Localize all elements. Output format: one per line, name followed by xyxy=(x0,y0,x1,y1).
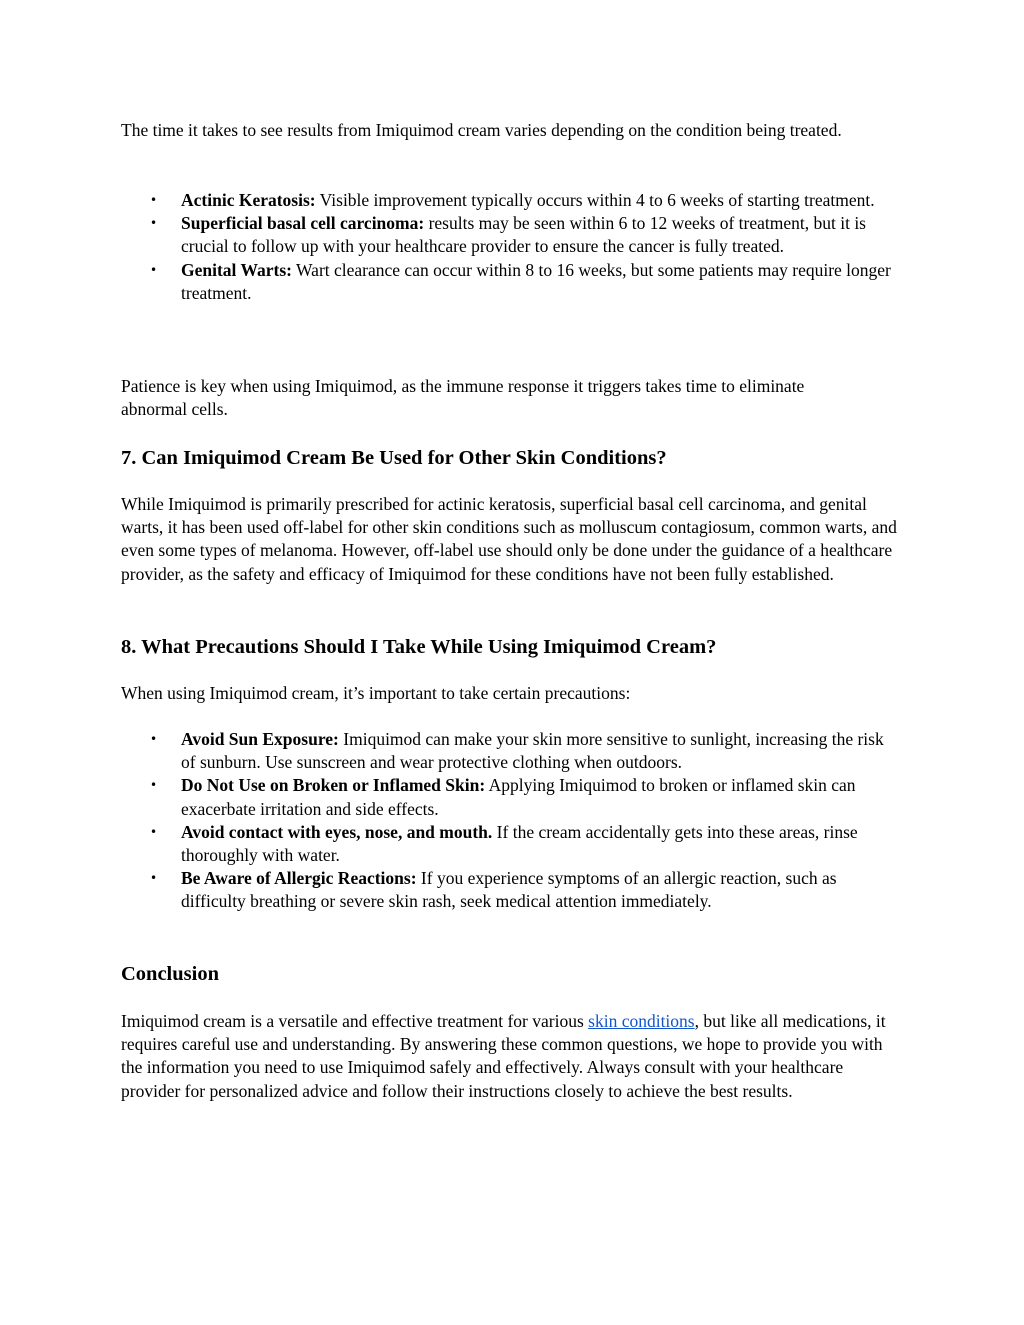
section-8-intro: When using Imiquimod cream, it’s important to take certain precautions: xyxy=(121,683,631,703)
list-item-text: Wart clearance can occur within 8 to 16 weeks, but some patients may require longer treatment. xyxy=(181,259,891,303)
bullet-icon: • xyxy=(150,732,158,746)
skin-conditions-link[interactable]: skin conditions xyxy=(588,1011,695,1031)
bullet-icon: • xyxy=(150,871,158,886)
list-item-term: Do Not Use on Broken or Inflamed Skin: xyxy=(181,775,486,796)
bullet-icon: • xyxy=(150,262,158,277)
list-item xyxy=(121,189,901,212)
list-item-term: Avoid contact with eyes, nose, and mouth. xyxy=(181,821,493,842)
list-item-term: Avoid Sun Exposure: xyxy=(181,729,339,749)
intro-paragraph: The time it takes to see results from Imiquimod cream varies depending on the condition being treated. xyxy=(121,120,842,140)
list-item-term: Superficial basal cell carcinoma: xyxy=(181,213,425,234)
list-item-term: Be Aware of Allergic Reactions: xyxy=(181,868,417,889)
list-item-term: Actinic Keratosis: xyxy=(181,190,316,210)
list-item-text: If the cream accidentally gets into these areas, rinse thoroughly with water. xyxy=(181,821,858,866)
list-item xyxy=(121,774,901,820)
section-7-heading: 7. Can Imiquimod Cream Be Used for Other Skin Conditions? xyxy=(121,447,667,469)
conclusion-paragraph xyxy=(121,1010,901,1103)
list-item-term: Genital Warts: xyxy=(181,259,292,280)
list-item-text: Imiquimod can make your skin more sensitive to sunlight, increasing the risk of sunburn. Use sunscreen and wear protective clothing when outdoors. xyxy=(181,729,884,773)
list-item xyxy=(121,821,901,867)
conclusion-text-start: Imiquimod cream is a versatile and effective treatment for various xyxy=(121,1011,589,1031)
conclusion-text-end: , but like all medications, it requires careful use and understanding. By answering these common questions, we hope to provide you with the information you need to use Imiquimod safely and effectively. Always consult with your healthcare provider for personalized advice and follow their instructions closely to achieve the best results. xyxy=(121,1011,886,1101)
bullet-icon: • xyxy=(150,778,158,793)
bullet-icon: • xyxy=(150,216,158,231)
list-item-text: If you experience symptoms of an allergic reaction, such as difficulty breathing or severe skin rash, seek medical attention immediately. xyxy=(181,868,837,912)
results-timeline-list xyxy=(121,189,901,305)
list-item xyxy=(121,867,901,913)
list-item xyxy=(121,728,901,774)
list-item xyxy=(121,259,901,305)
bullet-icon: • xyxy=(150,824,158,839)
list-item-text: Visible improvement typically occurs within 4 to 6 weeks of starting treatment. xyxy=(315,190,875,210)
section-8-heading: 8. What Precautions Should I Take While Using Imiquimod Cream? xyxy=(121,636,717,658)
list-item-text: Applying Imiquimod to broken or inflamed skin can exacerbate irritation and side effects. xyxy=(181,775,856,819)
section-7-body: While Imiquimod is primarily prescribed for actinic keratosis, superficial basal cell carcinoma, and genital warts, it has been used off-label for other skin conditions such as molluscum contagiosum, common warts, and even some types of melanoma. However, off-label use should only be done under the guidance of a healthcare provider, as the safety and efficacy of Imiquimod for these conditions have not been fully established. xyxy=(121,494,897,584)
list-item xyxy=(121,212,901,258)
list-item-text: results may be seen within 6 to 12 weeks of treatment, but it is crucial to follow up with your healthcare provider to ensure the cancer is fully treated. xyxy=(181,213,866,257)
bullet-icon: • xyxy=(150,193,158,207)
patience-paragraph: Patience is key when using Imiquimod, as the immune response it triggers takes time to eliminate abnormal cells. xyxy=(121,376,805,420)
conclusion-heading: Conclusion xyxy=(121,963,219,985)
precautions-list xyxy=(121,728,901,914)
